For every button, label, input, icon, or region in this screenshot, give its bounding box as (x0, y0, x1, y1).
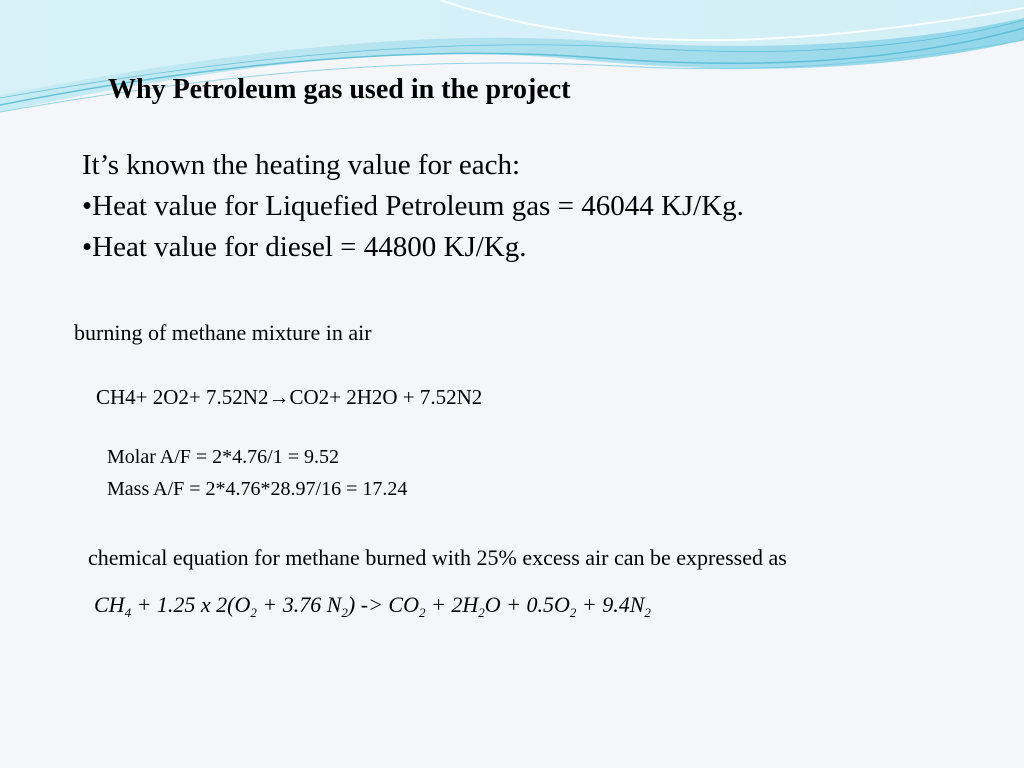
eq-part: + 2H (425, 592, 479, 617)
mass-af-ratio: Mass A/F = 2*4.76*28.97/16 = 17.24 (107, 478, 408, 500)
molar-af-ratio: Molar A/F = 2*4.76/1 = 9.52 (107, 446, 340, 468)
methane-air-equation: CH4+ 2O2+ 7.52N2→CO2+ 2H2O + 7.52N2 (96, 385, 483, 409)
eq-subscript: 2 (418, 605, 426, 620)
eq-subscript: 2 (569, 605, 577, 620)
air-fuel-ratios (107, 441, 407, 505)
eq-part: CH (94, 592, 125, 617)
excess-air-heading: chemical equation for methane burned with 25% excess air can be expressed as (88, 545, 787, 570)
eq-part: + 1.25 x 2(O (131, 592, 251, 617)
slide-title: Why Petroleum gas used in the project (108, 74, 571, 105)
burning-heading: burning of methane mixture in air (74, 320, 372, 345)
eq-subscript: 4 (124, 605, 132, 620)
eq-subscript: 2 (341, 605, 348, 620)
eq-subscript: 2 (250, 605, 257, 620)
eq-part: + 9.4N (576, 592, 645, 617)
eq-subscript: 2 (478, 605, 485, 620)
bullet-diesel-heat-value: •Heat value for diesel = 44800 KJ/Kg. (82, 231, 527, 263)
eq-part: O + 0.5O (484, 592, 570, 617)
eq-part: + 3.76 N (256, 592, 342, 617)
excess-air-equation (94, 592, 651, 618)
heating-value-list (82, 145, 744, 268)
bullet-lpg-heat-value: •Heat value for Liquefied Petroleum gas = 46044 KJ/Kg. (82, 190, 744, 222)
heating-value-lead: It’s known the heating value for each: (82, 149, 521, 181)
eq-part: ) -> CO (347, 592, 419, 617)
eq-subscript: 2 (644, 605, 651, 620)
